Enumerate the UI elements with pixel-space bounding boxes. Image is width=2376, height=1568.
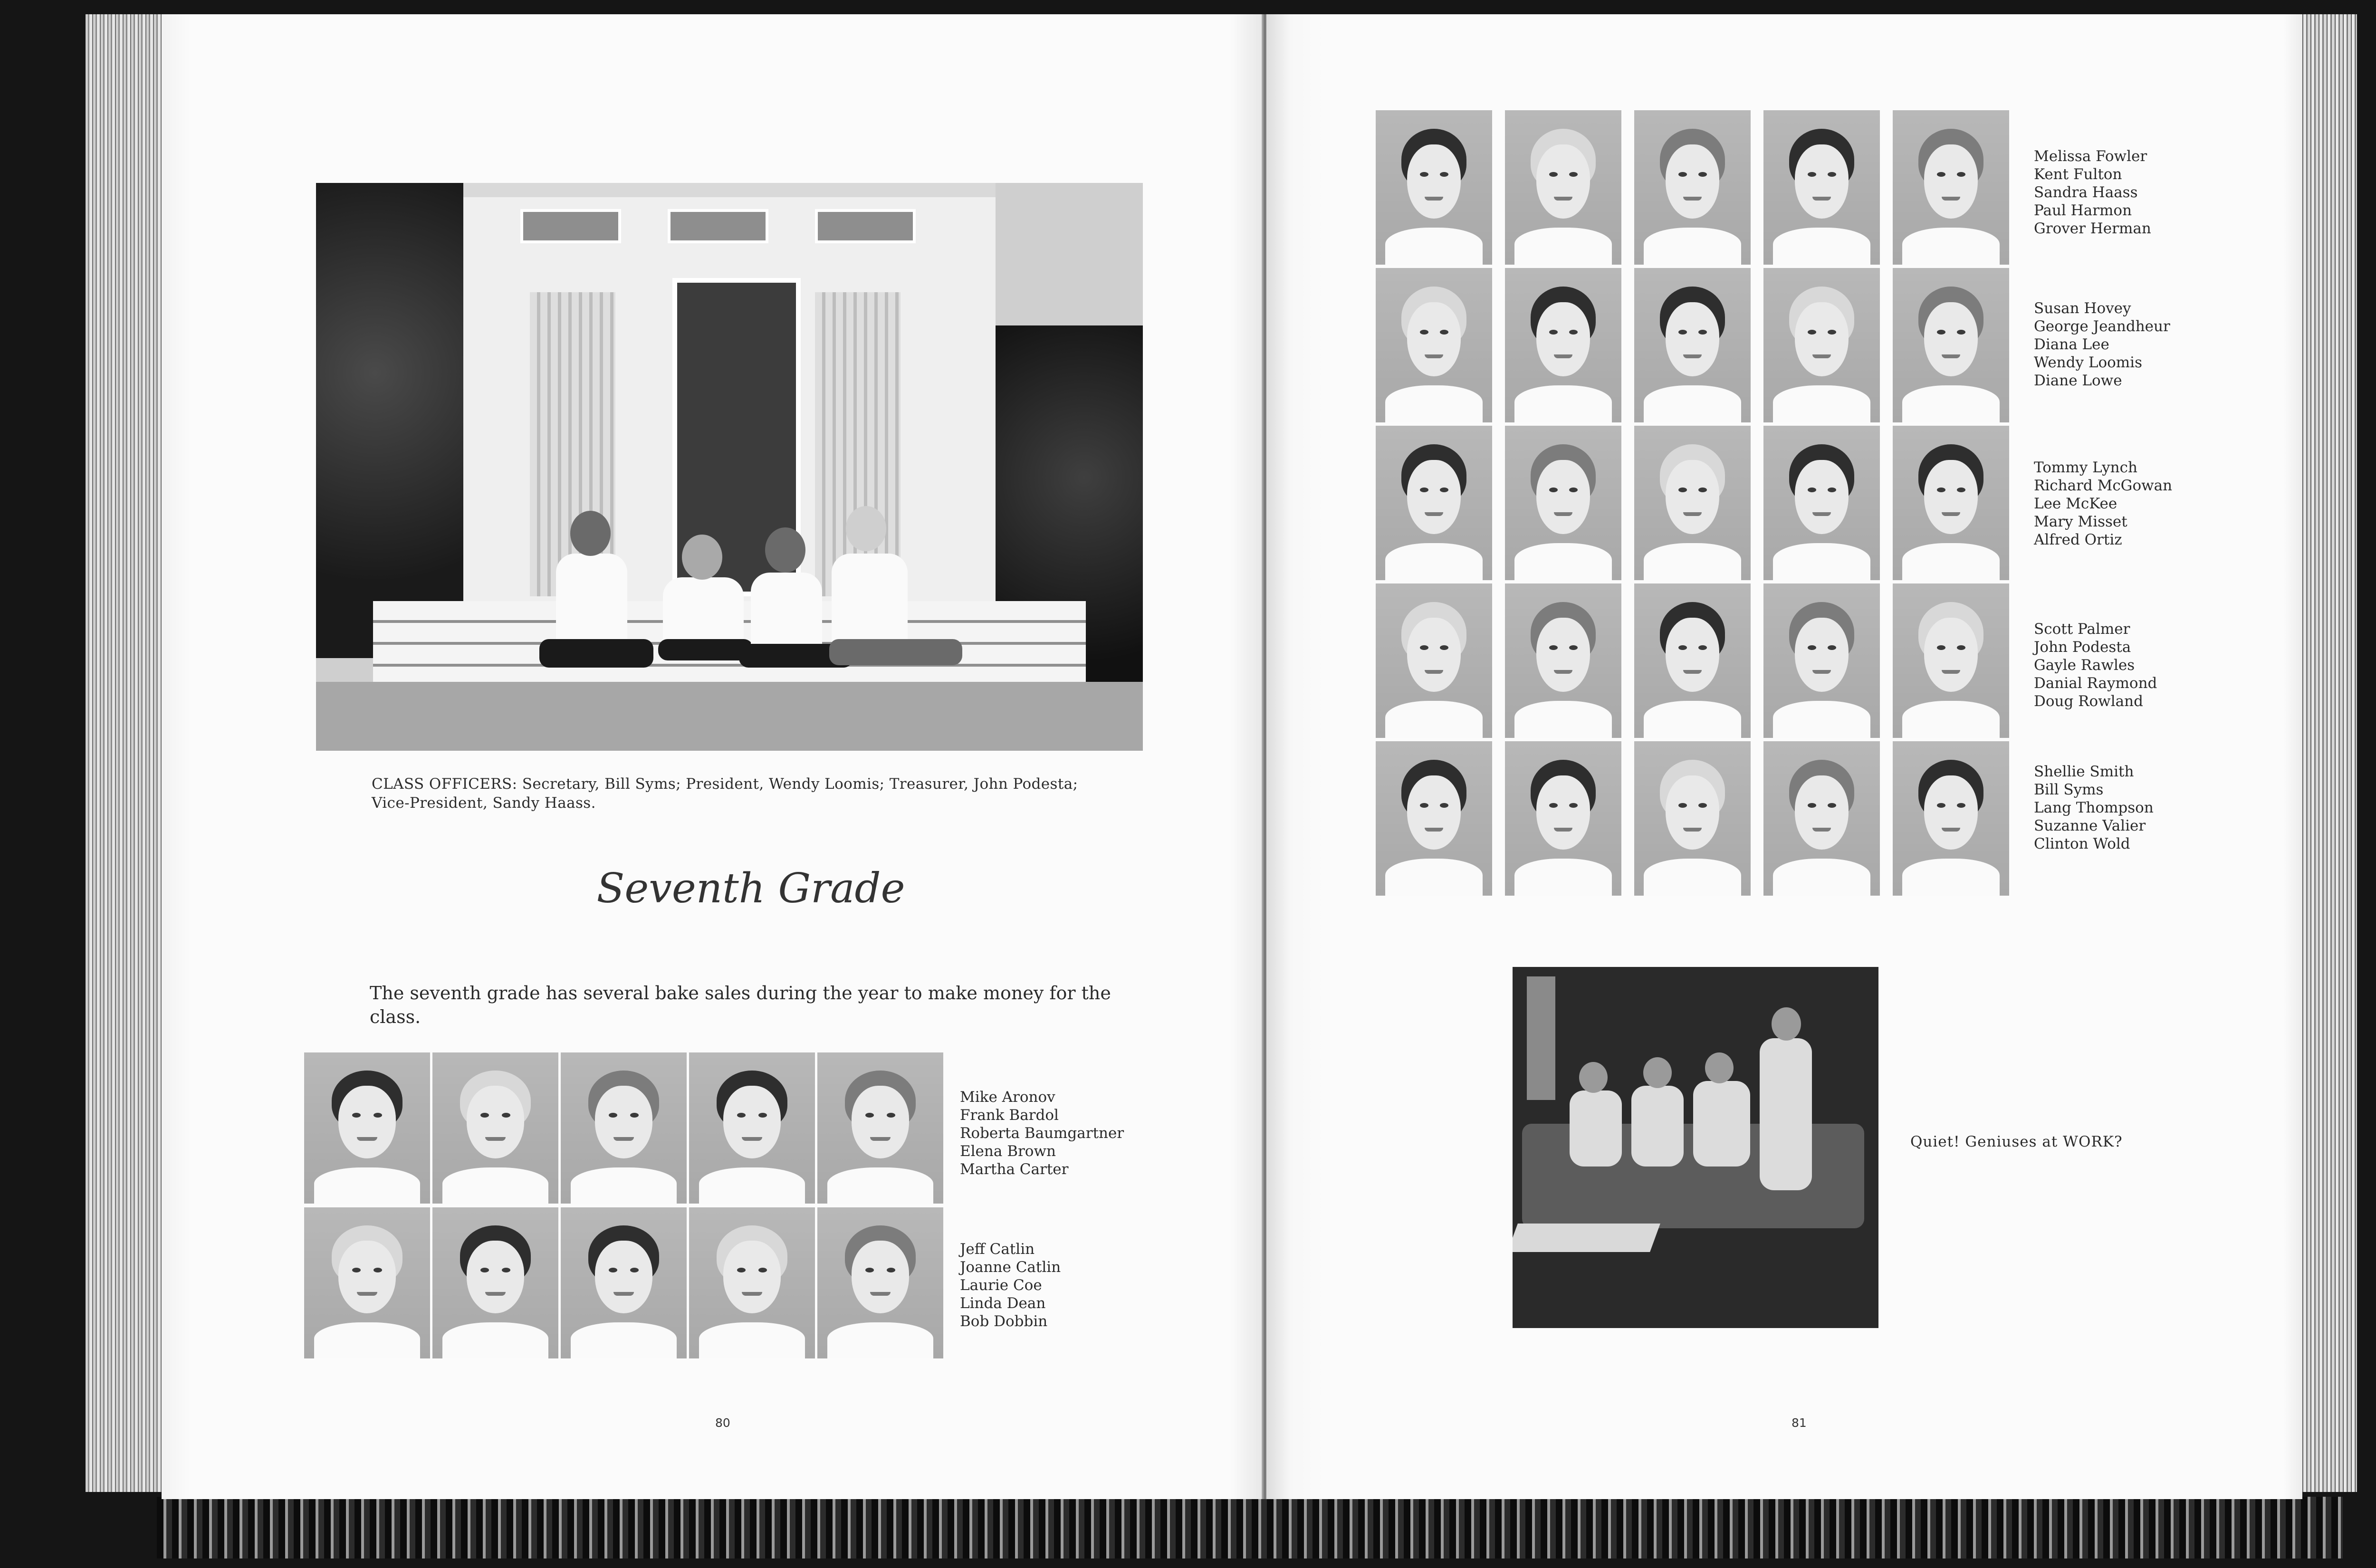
portrait-face (1666, 144, 1719, 219)
portrait-mouth (1554, 354, 1572, 358)
name-list (960, 1240, 1061, 1330)
portrait-face (1407, 460, 1461, 534)
portrait-mouth (1812, 670, 1831, 674)
portrait-mouth (1812, 512, 1831, 516)
portrait-eye (1569, 803, 1578, 808)
student-portrait (561, 1207, 687, 1358)
portrait-shirt (1773, 543, 1871, 580)
portrait-face (1795, 302, 1849, 376)
portrait-face (1795, 618, 1849, 692)
portrait-eye (1678, 172, 1687, 177)
portrait-eye (1828, 330, 1836, 335)
portrait-eye (480, 1113, 489, 1118)
portrait-mouth (1425, 512, 1443, 516)
student-portrait (1634, 426, 1751, 580)
student-portrait (1505, 268, 1621, 422)
student-portrait (1763, 741, 1880, 896)
portrait-face (1795, 460, 1849, 534)
portrait-eye (758, 1113, 767, 1118)
portrait-shirt (1644, 228, 1742, 265)
portrait-mouth (1942, 354, 1960, 358)
portrait-shirt (1902, 859, 2000, 896)
portrait-face (1795, 775, 1849, 850)
photo-officer-figure (663, 577, 744, 649)
portrait-eye (1828, 803, 1836, 808)
portrait-face (1666, 460, 1719, 534)
student-portrait (1376, 426, 1492, 580)
portrait-eye (630, 1113, 639, 1118)
portrait-eye (1957, 803, 1965, 808)
portrait-mouth (1425, 828, 1443, 832)
geniuses-photo-caption: Quiet! Geniuses at WORK? (1910, 1133, 2123, 1150)
portrait-mouth (1425, 354, 1443, 358)
portrait-eye (1957, 645, 1965, 650)
portrait-mouth (742, 1292, 762, 1296)
student-name: Shellie Smith (2034, 763, 2134, 780)
student-portrait (432, 1207, 558, 1358)
name-list (2034, 299, 2170, 390)
student-name: Bob Dobbin (960, 1313, 1048, 1330)
portrait-eye (1957, 488, 1965, 492)
portrait-face (852, 1241, 910, 1313)
student-portrait (1376, 268, 1492, 422)
portrait-mouth (1554, 828, 1572, 832)
portrait-eye (374, 1268, 382, 1272)
student-portrait (1376, 583, 1492, 738)
portrait-eye (1569, 172, 1578, 177)
portrait-mouth (1942, 828, 1960, 832)
portrait-eye (1698, 645, 1707, 650)
student-name: Danial Raymond (2034, 675, 2157, 692)
portrait-shirt (1644, 859, 1742, 896)
geniuses-at-work-photo (1513, 967, 1878, 1328)
photo-transom-window (668, 209, 768, 243)
portrait-eye (1808, 488, 1816, 492)
portrait-shirt (571, 1167, 677, 1204)
student-name: Roberta Baumgartner (960, 1125, 1124, 1142)
portrait-eye (1420, 172, 1428, 177)
student-portrait (1505, 741, 1621, 896)
portrait-eye (1808, 803, 1816, 808)
photo-officer-figure (832, 554, 908, 649)
portrait-shirt (1773, 701, 1871, 738)
portrait-face (1666, 302, 1719, 376)
portrait-eye (1937, 803, 1945, 808)
portrait-shirt (1644, 385, 1742, 422)
portrait-eye (1440, 330, 1448, 335)
photo-foliage-left (316, 183, 463, 658)
photo-person-head (1579, 1062, 1608, 1093)
portrait-eye (480, 1268, 489, 1272)
portrait-face (723, 1086, 781, 1158)
portrait-eye (1678, 330, 1687, 335)
class-officers-photo (316, 183, 1143, 751)
portrait-face (1536, 460, 1590, 534)
portrait-mouth (1554, 670, 1572, 674)
portrait-eye (502, 1113, 510, 1118)
portrait-shirt (442, 1322, 548, 1358)
photo-officer-figure (751, 573, 822, 653)
student-name: Susan Hovey (2034, 300, 2131, 317)
student-portrait (1763, 110, 1880, 265)
student-portrait (1893, 110, 2009, 265)
portrait-eye (758, 1268, 767, 1272)
portrait-eye (352, 1113, 361, 1118)
student-name: Alfred Ortiz (2034, 531, 2122, 548)
portrait-eye (502, 1268, 510, 1272)
portrait-mouth (1425, 670, 1443, 674)
photo-officer-head (765, 527, 805, 573)
portrait-eye (1828, 488, 1836, 492)
portrait-eye (1937, 488, 1945, 492)
portrait-eye (1420, 488, 1428, 492)
portrait-shirt (1902, 543, 2000, 580)
portrait-face (1666, 775, 1719, 850)
portrait-eye (1440, 803, 1448, 808)
portrait-face (1536, 775, 1590, 850)
portrait-eye (1937, 645, 1945, 650)
portrait-mouth (1683, 828, 1702, 832)
student-name: Doug Rowland (2034, 693, 2143, 710)
student-portrait (1376, 741, 1492, 896)
student-name: Jeff Catlin (960, 1241, 1035, 1258)
student-name: John Podesta (2034, 639, 2131, 656)
student-portrait (1634, 583, 1751, 738)
student-portrait (1505, 110, 1621, 265)
portrait-mouth (357, 1292, 377, 1296)
portrait-face (1536, 618, 1590, 692)
page-title: Seventh Grade (596, 865, 905, 912)
student-portrait (1893, 583, 2009, 738)
photo-curtain (815, 292, 901, 596)
photo-person-head (1705, 1052, 1734, 1083)
portrait-shirt (1385, 701, 1483, 738)
portrait-mouth (613, 1292, 633, 1296)
portrait-shirt (314, 1167, 420, 1204)
photo-coffee-table (1513, 1224, 1660, 1252)
student-portrait (689, 1207, 815, 1358)
student-name: Joanne Catlin (960, 1259, 1061, 1276)
portrait-face (1795, 144, 1849, 219)
portrait-shirt (1773, 228, 1871, 265)
portrait-mouth (1683, 197, 1702, 201)
portrait-eye (1808, 645, 1816, 650)
name-list (2034, 620, 2157, 710)
student-portrait (817, 1052, 943, 1204)
portrait-eye (374, 1113, 382, 1118)
portrait-eye (1440, 645, 1448, 650)
portrait-mouth (742, 1137, 762, 1141)
portrait-face (1407, 144, 1461, 219)
portrait-shirt (1514, 228, 1612, 265)
student-portrait (561, 1052, 687, 1204)
portrait-eye (352, 1268, 361, 1272)
photo-ground (316, 682, 1143, 751)
portrait-eye (1569, 488, 1578, 492)
portrait-shirt (699, 1167, 805, 1204)
student-name: Martha Carter (960, 1161, 1069, 1178)
student-portrait (817, 1207, 943, 1358)
portrait-eye (865, 1113, 874, 1118)
portrait-face (595, 1241, 653, 1313)
portrait-eye (887, 1113, 895, 1118)
student-name: George Jeandheur (2034, 318, 2170, 335)
left-page-edges (86, 14, 166, 1492)
portrait-shirt (699, 1322, 805, 1358)
student-portrait (1893, 268, 2009, 422)
photo-person-head (1643, 1057, 1672, 1088)
portrait-eye (887, 1268, 895, 1272)
portrait-eye (1420, 803, 1428, 808)
student-name: Mike Aronov (960, 1089, 1055, 1106)
portrait-shirt (827, 1167, 933, 1204)
name-list (960, 1088, 1124, 1178)
portrait-mouth (1812, 354, 1831, 358)
student-portrait (1893, 426, 2009, 580)
portrait-mouth (1812, 828, 1831, 832)
portrait-eye (609, 1113, 617, 1118)
portrait-shirt (314, 1322, 420, 1358)
photo-officer-head (570, 511, 611, 556)
portrait-eye (1440, 488, 1448, 492)
student-name: Diane Lowe (2034, 372, 2122, 389)
portrait-face (1924, 144, 1978, 219)
portrait-face (467, 1241, 525, 1313)
portrait-mouth (1683, 670, 1702, 674)
portrait-eye (1828, 645, 1836, 650)
portrait-mouth (1812, 197, 1831, 201)
portrait-eye (1957, 172, 1965, 177)
portrait-face (1924, 302, 1978, 376)
portrait-eye (1420, 645, 1428, 650)
portrait-eye (1549, 645, 1558, 650)
portrait-shirt (1773, 859, 1871, 896)
portrait-face (1536, 302, 1590, 376)
portrait-face (338, 1241, 396, 1313)
portrait-shirt (1902, 228, 2000, 265)
portrait-face (1924, 460, 1978, 534)
student-portrait (304, 1052, 430, 1204)
student-portrait (689, 1052, 815, 1204)
portrait-eye (737, 1268, 746, 1272)
portrait-eye (1808, 330, 1816, 335)
portrait-mouth (1554, 512, 1572, 516)
page-number: 80 (715, 1416, 730, 1430)
portrait-eye (1957, 330, 1965, 335)
student-portrait (1634, 268, 1751, 422)
portrait-eye (1549, 488, 1558, 492)
student-name: Laurie Coe (960, 1277, 1042, 1294)
portrait-eye (1569, 330, 1578, 335)
photo-person (1631, 1086, 1684, 1166)
portrait-eye (1698, 330, 1707, 335)
portrait-mouth (1683, 512, 1702, 516)
portrait-mouth (1554, 197, 1572, 201)
portrait-eye (865, 1268, 874, 1272)
portrait-eye (1937, 172, 1945, 177)
portrait-shirt (442, 1167, 548, 1204)
portrait-eye (737, 1113, 746, 1118)
portrait-eye (1937, 330, 1945, 335)
portrait-eye (1698, 803, 1707, 808)
portrait-shirt (1902, 701, 2000, 738)
photo-transom-window (520, 209, 621, 243)
photo-person (1760, 1038, 1812, 1190)
portrait-face (467, 1086, 525, 1158)
portrait-shirt (571, 1322, 677, 1358)
portrait-eye (609, 1268, 617, 1272)
portrait-mouth (1425, 197, 1443, 201)
portrait-eye (1828, 172, 1836, 177)
portrait-mouth (870, 1137, 890, 1141)
portrait-eye (630, 1268, 639, 1272)
student-name: Diana Lee (2034, 336, 2109, 353)
photo-officer-legs (539, 639, 653, 668)
photo-transom-window (815, 209, 916, 243)
portrait-eye (1440, 172, 1448, 177)
student-name: Gayle Rawles (2034, 657, 2135, 674)
portrait-mouth (1942, 512, 1960, 516)
portrait-eye (1549, 330, 1558, 335)
portrait-face (1924, 775, 1978, 850)
portrait-shirt (1514, 385, 1612, 422)
student-portrait (304, 1207, 430, 1358)
portrait-face (338, 1086, 396, 1158)
portrait-shirt (1385, 543, 1483, 580)
portrait-face (1407, 302, 1461, 376)
student-name: Kent Fulton (2034, 166, 2122, 183)
right-page-edges (2295, 14, 2357, 1492)
student-name: Sandra Haass (2034, 184, 2138, 201)
portrait-eye (1698, 172, 1707, 177)
portrait-face (595, 1086, 653, 1158)
portrait-eye (1678, 645, 1687, 650)
student-name: Grover Herman (2034, 220, 2151, 237)
portrait-face (1407, 775, 1461, 850)
portrait-face (1666, 618, 1719, 692)
portrait-mouth (870, 1292, 890, 1296)
portrait-shirt (1385, 859, 1483, 896)
student-name: Wendy Loomis (2034, 354, 2142, 371)
class-officers-caption: CLASS OFFICERS: Secretary, Bill Syms; President, Wendy Loomis; Treasurer, John Podesta; Vice-President, Sandy Haass. (372, 775, 1078, 812)
student-name: Bill Syms (2034, 781, 2104, 798)
portrait-grid-right (1376, 110, 2009, 896)
portrait-eye (1549, 172, 1558, 177)
name-list (2034, 147, 2151, 238)
name-list (2034, 459, 2172, 549)
student-portrait (1763, 268, 1880, 422)
student-name: Richard McGowan (2034, 477, 2173, 494)
student-portrait (1505, 583, 1621, 738)
portrait-shirt (1385, 228, 1483, 265)
portrait-face (1924, 618, 1978, 692)
portrait-eye (1549, 803, 1558, 808)
photo-officer-head (682, 535, 722, 580)
book-bottom-edge (157, 1497, 2343, 1558)
portrait-mouth (1683, 354, 1702, 358)
portrait-mouth (485, 1292, 505, 1296)
student-name: Mary Misset (2034, 513, 2127, 530)
photo-officer-head (846, 506, 886, 551)
portrait-eye (1678, 803, 1687, 808)
portrait-shirt (1644, 543, 1742, 580)
portrait-face (1536, 144, 1590, 219)
portrait-shirt (1902, 385, 2000, 422)
portrait-mouth (613, 1137, 633, 1141)
portrait-shirt (1514, 859, 1612, 896)
student-name: Elena Brown (960, 1143, 1056, 1160)
name-list (2034, 763, 2154, 853)
photo-officer-figure (556, 554, 627, 649)
student-portrait (432, 1052, 558, 1204)
student-portrait (1505, 426, 1621, 580)
student-name: Paul Harmon (2034, 202, 2132, 219)
portrait-shirt (827, 1322, 933, 1358)
portrait-eye (1678, 488, 1687, 492)
student-name: Tommy Lynch (2034, 459, 2137, 476)
student-name: Suzanne Valier (2034, 817, 2146, 834)
student-name: Melissa Fowler (2034, 148, 2147, 165)
student-portrait (1893, 741, 2009, 896)
student-name: Lang Thompson (2034, 799, 2154, 816)
student-portrait (1763, 426, 1880, 580)
student-portrait (1634, 741, 1751, 896)
portrait-face (723, 1241, 781, 1313)
portrait-grid-left (304, 1052, 943, 1358)
portrait-shirt (1385, 385, 1483, 422)
portrait-mouth (485, 1137, 505, 1141)
photo-person-head (1772, 1007, 1801, 1041)
portrait-face (1407, 618, 1461, 692)
photo-person (1693, 1081, 1750, 1166)
portrait-eye (1420, 330, 1428, 335)
student-name: Scott Palmer (2034, 621, 2130, 638)
student-name: Clinton Wold (2034, 835, 2130, 852)
photo-officer-legs (829, 639, 962, 665)
portrait-eye (1808, 172, 1816, 177)
intro-paragraph: The seventh grade has several bake sales during the year to make money for the class. (370, 983, 1111, 1027)
portrait-shirt (1773, 385, 1871, 422)
portrait-mouth (357, 1137, 377, 1141)
page-number: 81 (1792, 1416, 1807, 1430)
portrait-mouth (1942, 197, 1960, 201)
student-portrait (1634, 110, 1751, 265)
photo-lamp (1527, 976, 1555, 1100)
portrait-mouth (1942, 670, 1960, 674)
student-portrait (1376, 110, 1492, 265)
photo-person (1570, 1090, 1622, 1166)
portrait-eye (1569, 645, 1578, 650)
student-name: Frank Bardol (960, 1107, 1059, 1124)
portrait-shirt (1644, 701, 1742, 738)
portrait-face (852, 1086, 910, 1158)
portrait-eye (1698, 488, 1707, 492)
portrait-shirt (1514, 543, 1612, 580)
student-name: Linda Dean (960, 1295, 1046, 1312)
student-portrait (1763, 583, 1880, 738)
portrait-shirt (1514, 701, 1612, 738)
student-name: Lee McKee (2034, 495, 2117, 512)
